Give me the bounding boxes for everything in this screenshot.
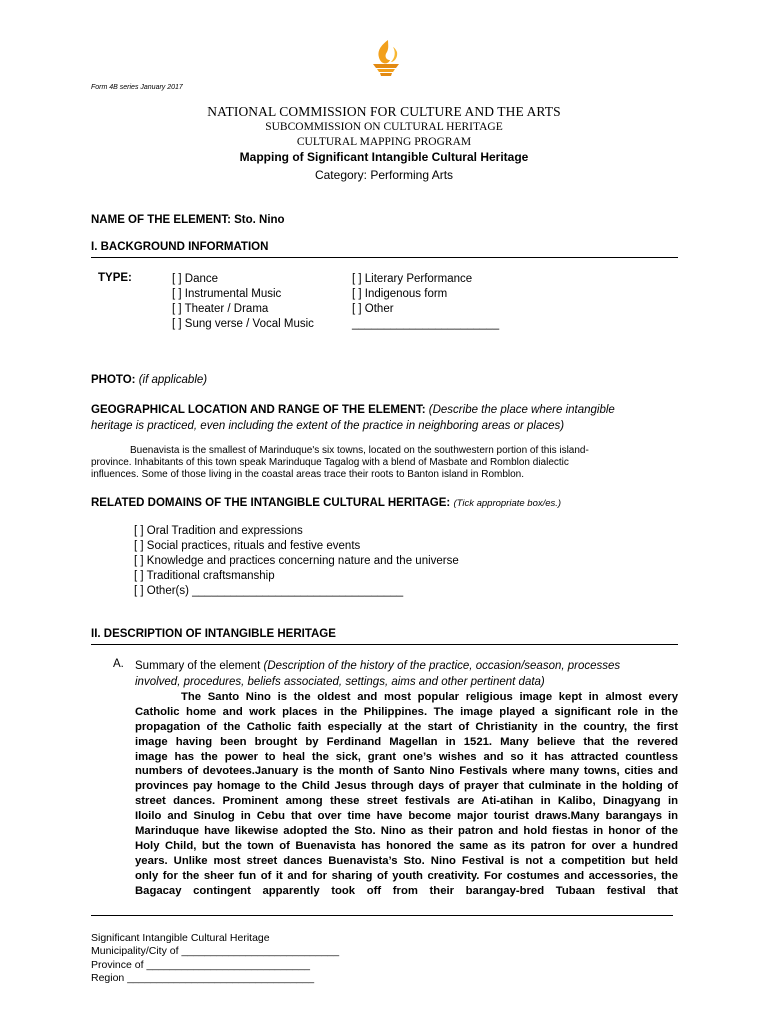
footer-block [91, 932, 339, 986]
footer-region[interactable]: Region ________________________________ [91, 972, 315, 985]
item-a-marker: A. [113, 658, 124, 670]
header-subcommission: SUBCOMMISSION ON CULTURAL HERITAGE [265, 121, 503, 133]
section-1-title: I. BACKGROUND INFORMATION [91, 241, 269, 253]
geo-note-2: heritage is practiced, even including the extent of the practice in neighboring areas or places) [91, 420, 565, 432]
item-a-note-1: (Description of the history of the practice, occasion/season, processes [263, 660, 621, 672]
summary-body [135, 690, 678, 898]
domains-note: (Tick appropriate box/es.) [453, 498, 562, 509]
footer-municipality[interactable]: Municipality/City of ___________________________ [91, 945, 340, 958]
summary-line: Marinduque have likewise adopted the Sto. Nino as their patron and hold fiestas in honor of the [135, 825, 678, 838]
summary-line: propagation of the Catholic faith especially at the start of Christianity in the country, the first [135, 720, 678, 733]
summary-line: provinces pay homage to the Child Jesus through days of prayer that culminate in the holding of [135, 780, 678, 793]
geo-label: GEOGRAPHICAL LOCATION AND RANGE OF THE ELEMENT: [91, 404, 426, 416]
summary-line: years. Unlike most street dances Buenavista’s Sto. Nino Festival is not a competition but held [135, 854, 678, 867]
footer-rule [91, 915, 673, 916]
summary-line: street dances. Prominent among these street festivals are Ati-atihan in Kalibo, Dinagyang in [135, 795, 678, 808]
photo-label: PHOTO: [91, 374, 136, 386]
type-option-theater[interactable]: [ ] Theater / Drama [172, 303, 269, 315]
type-other-blank[interactable]: _______________________ [352, 318, 500, 330]
summary-line: Bagacay contingent apparently took off from their barangay-bred Tubaan festival that [135, 884, 678, 897]
geo-text-line: province. Inhabitants of this town speak Marinduque Tagalog with a blend of Masbate and Romblon dialectic [91, 457, 569, 468]
item-a-heading [135, 658, 685, 690]
type-options-col1 [172, 272, 314, 332]
footer-heritage: Significant Intangible Cultural Heritage [91, 932, 270, 944]
type-label: TYPE: [98, 272, 132, 284]
header-mapping-title: Mapping of Significant Intangible Cultural Heritage [239, 150, 529, 164]
geo-heading [91, 402, 691, 434]
summary-line: numbers of devotees.January is the month of Santo Nino Festivals where many towns, cities and [135, 765, 678, 778]
domains-heading [91, 497, 561, 509]
geo-text-line: influences. Some of those living in the coastal areas trace their roots to Banton island in Romblon. [91, 469, 525, 480]
element-name: NAME OF THE ELEMENT: Sto. Nino [91, 214, 285, 226]
footer-province[interactable]: Province of ____________________________ [91, 958, 310, 971]
header-program: CULTURAL MAPPING PROGRAM [296, 136, 472, 148]
type-option-dance[interactable]: [ ] Dance [172, 273, 219, 285]
section-2-title: II. DESCRIPTION OF INTANGIBLE HERITAGE [91, 628, 336, 640]
item-a-note-2: involved, procedures, beliefs associated, settings, aims and other pertinent data) [135, 676, 545, 688]
summary-line: image having been brought by Ferdinand Magellan in 1521. Many believe that the revered [135, 735, 678, 748]
domain-craftsmanship[interactable]: [ ] Traditional craftsmanship [134, 570, 275, 582]
geo-note-1: (Describe the place where intangible [428, 404, 615, 416]
item-a-label: Summary of the element [135, 660, 261, 672]
section-2-rule [91, 644, 678, 645]
summary-line: The Santo Nino is the oldest and most popular religious image kept in almost every [181, 691, 678, 703]
summary-line: Iloilo and Sinulog in Cebu that over time have become major tourist draws.Many barangays in [135, 810, 678, 823]
geo-text-line: Buenavista is the smallest of Marinduque's six towns, located on the southwestern portion of this island- [130, 445, 589, 456]
domain-knowledge-practices[interactable]: [ ] Knowledge and practices concerning nature and the universe [134, 555, 459, 567]
type-option-literary[interactable]: [ ] Literary Performance [352, 273, 473, 285]
domain-others[interactable]: [ ] Other(s) _________________________________ [134, 585, 404, 597]
photo-row [91, 374, 207, 386]
ncca-flame-logo [366, 38, 406, 82]
summary-line: only for the sheer fun of it and for sharing of youth creativity. For costumes and accessories, the [135, 869, 678, 882]
type-option-instrumental[interactable]: [ ] Instrumental Music [172, 288, 282, 300]
geo-description [91, 445, 681, 481]
type-option-indigenous[interactable]: [ ] Indigenous form [352, 288, 448, 300]
type-option-other[interactable]: [ ] Other [352, 303, 394, 315]
summary-line: Holy Child, but the town of Buenavista has honored the same as its patron for over a hundred [135, 839, 678, 852]
type-option-sung-verse[interactable]: [ ] Sung verse / Vocal Music [172, 318, 314, 330]
domains-label: RELATED DOMAINS OF THE INTANGIBLE CULTURAL HERITAGE: [91, 497, 451, 509]
summary-line: Catholic home and work places in the Philippines. The image played a significant role in the [135, 705, 678, 718]
header-commission: NATIONAL COMMISSION FOR CULTURE AND THE ARTS [207, 104, 561, 119]
form-number: Form 4B series January 2017 [91, 84, 183, 91]
domain-oral-tradition[interactable]: [ ] Oral Tradition and expressions [134, 525, 303, 537]
section-1-rule [91, 257, 678, 258]
photo-note: (if applicable) [138, 374, 208, 386]
header-category: Category: Performing Arts [314, 168, 454, 182]
type-options-col2 [352, 272, 499, 332]
summary-line: image has the power to heal the sick, grant one’s wishes and so it has attracted countless [135, 750, 678, 763]
domains-list [134, 524, 459, 599]
domain-social-practices[interactable]: [ ] Social practices, rituals and festive events [134, 540, 361, 552]
